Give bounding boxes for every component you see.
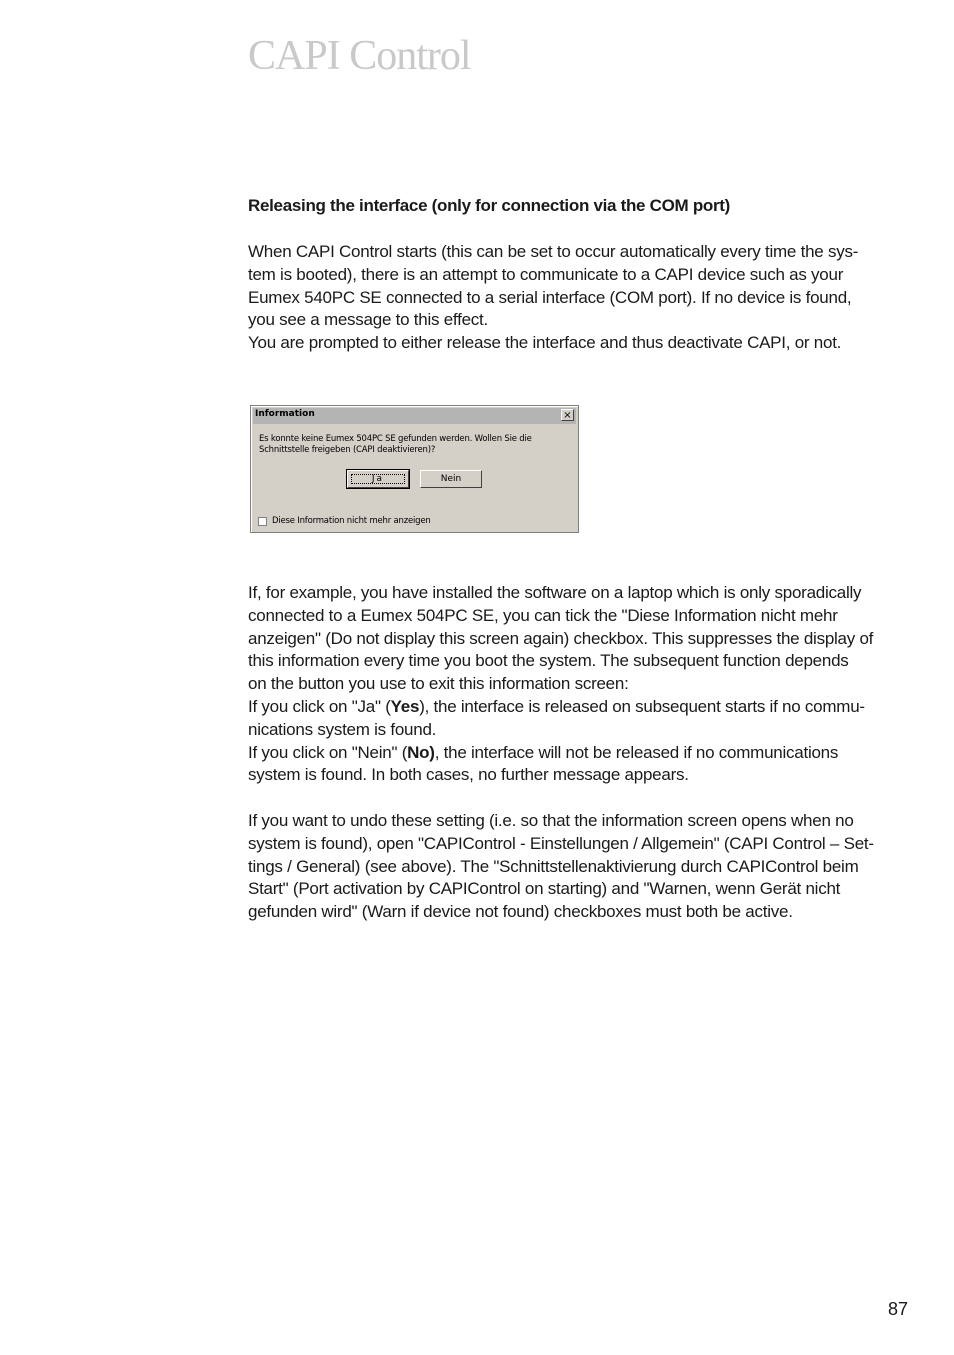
text-line: system is found), open "CAPIControl - Einstellungen / Allgemein" (CAPI Control – Set- <box>248 833 874 853</box>
undo-paragraph <box>248 810 912 924</box>
bold-no: No) <box>407 742 435 762</box>
text-line: anzeigen" (Do not display this screen again) checkbox. This suppresses the display of <box>248 628 874 648</box>
text-line: this information every time you boot the system. The subsequent function depends <box>248 651 849 671</box>
text-line: tings / General) (see above). The "Schnittstellenaktivierung durch CAPIControl beim <box>248 856 859 876</box>
text-line: nications system is found. <box>248 719 437 739</box>
text-line: connected to a Eumex 504PC SE, you can tick the "Diese Information nicht mehr <box>248 605 838 625</box>
text-line: system is found. In both cases, no further message appears. <box>248 765 689 785</box>
text-fragment: If you click on "Ja" ( <box>248 696 391 716</box>
text-fragment: , the interface will not be released if no communications <box>434 742 839 762</box>
intro-line: You are prompted to either release the interface and thus deactivate CAPI, or not. <box>248 333 842 353</box>
text-fragment: If you click on "Nein" ( <box>248 742 408 762</box>
intro-line: you see a message to this effect. <box>248 310 488 330</box>
yes-button-label: Ja <box>371 474 385 484</box>
text-line-yes <box>248 696 912 719</box>
text-line: If you want to undo these setting (i.e. so that the information screen opens when no <box>248 811 854 830</box>
information-dialog <box>250 405 579 533</box>
dialog-message-line: Es konnte keine Eumex 504PC SE gefunden werden. Wollen Sie die <box>259 434 532 444</box>
text-line: on the button you use to exit this information screen: <box>248 674 629 694</box>
intro-line: Eumex 540PC SE connected to a serial interface (COM port). If no device is found, <box>248 287 852 307</box>
dialog-titlebar[interactable] <box>253 408 576 424</box>
dont-show-again-checkbox[interactable] <box>258 517 267 526</box>
no-button[interactable]: Nein <box>420 470 482 488</box>
text-line: gefunden wird" (Warn if device not found) checkboxes must both be active. <box>248 902 793 922</box>
dialog-message <box>259 434 559 456</box>
bold-yes: Yes <box>390 696 420 716</box>
usage-paragraph <box>248 582 912 787</box>
intro-line: When CAPI Control starts (this can be set to occur automatically every time the sys- <box>248 242 859 261</box>
close-icon[interactable]: × <box>561 409 574 421</box>
text-line-no <box>248 742 912 765</box>
dialog-title: Information <box>255 409 315 419</box>
text-fragment: ), the interface is released on subsequent starts if no commu- <box>419 696 865 716</box>
section-heading: Releasing the interface (only for connection via the COM port) <box>248 196 731 215</box>
text-line: If, for example, you have installed the software on a laptop which is only sporadically <box>248 583 862 602</box>
yes-button[interactable] <box>347 470 409 488</box>
page-number: 87 <box>888 1299 909 1319</box>
page-title: CAPI Control <box>248 33 471 79</box>
text-line: Start" (Port activation by CAPIControl on starting) and "Warnen, wenn Gerät nicht <box>248 879 841 899</box>
intro-paragraph <box>248 241 912 355</box>
intro-line: tem is booted), there is an attempt to communicate to a CAPI device such as your <box>248 264 844 284</box>
dialog-message-line: Schnittstelle freigeben (CAPI deaktivieren)? <box>259 445 436 455</box>
checkbox-label[interactable]: Diese Information nicht mehr anzeigen <box>272 516 431 526</box>
